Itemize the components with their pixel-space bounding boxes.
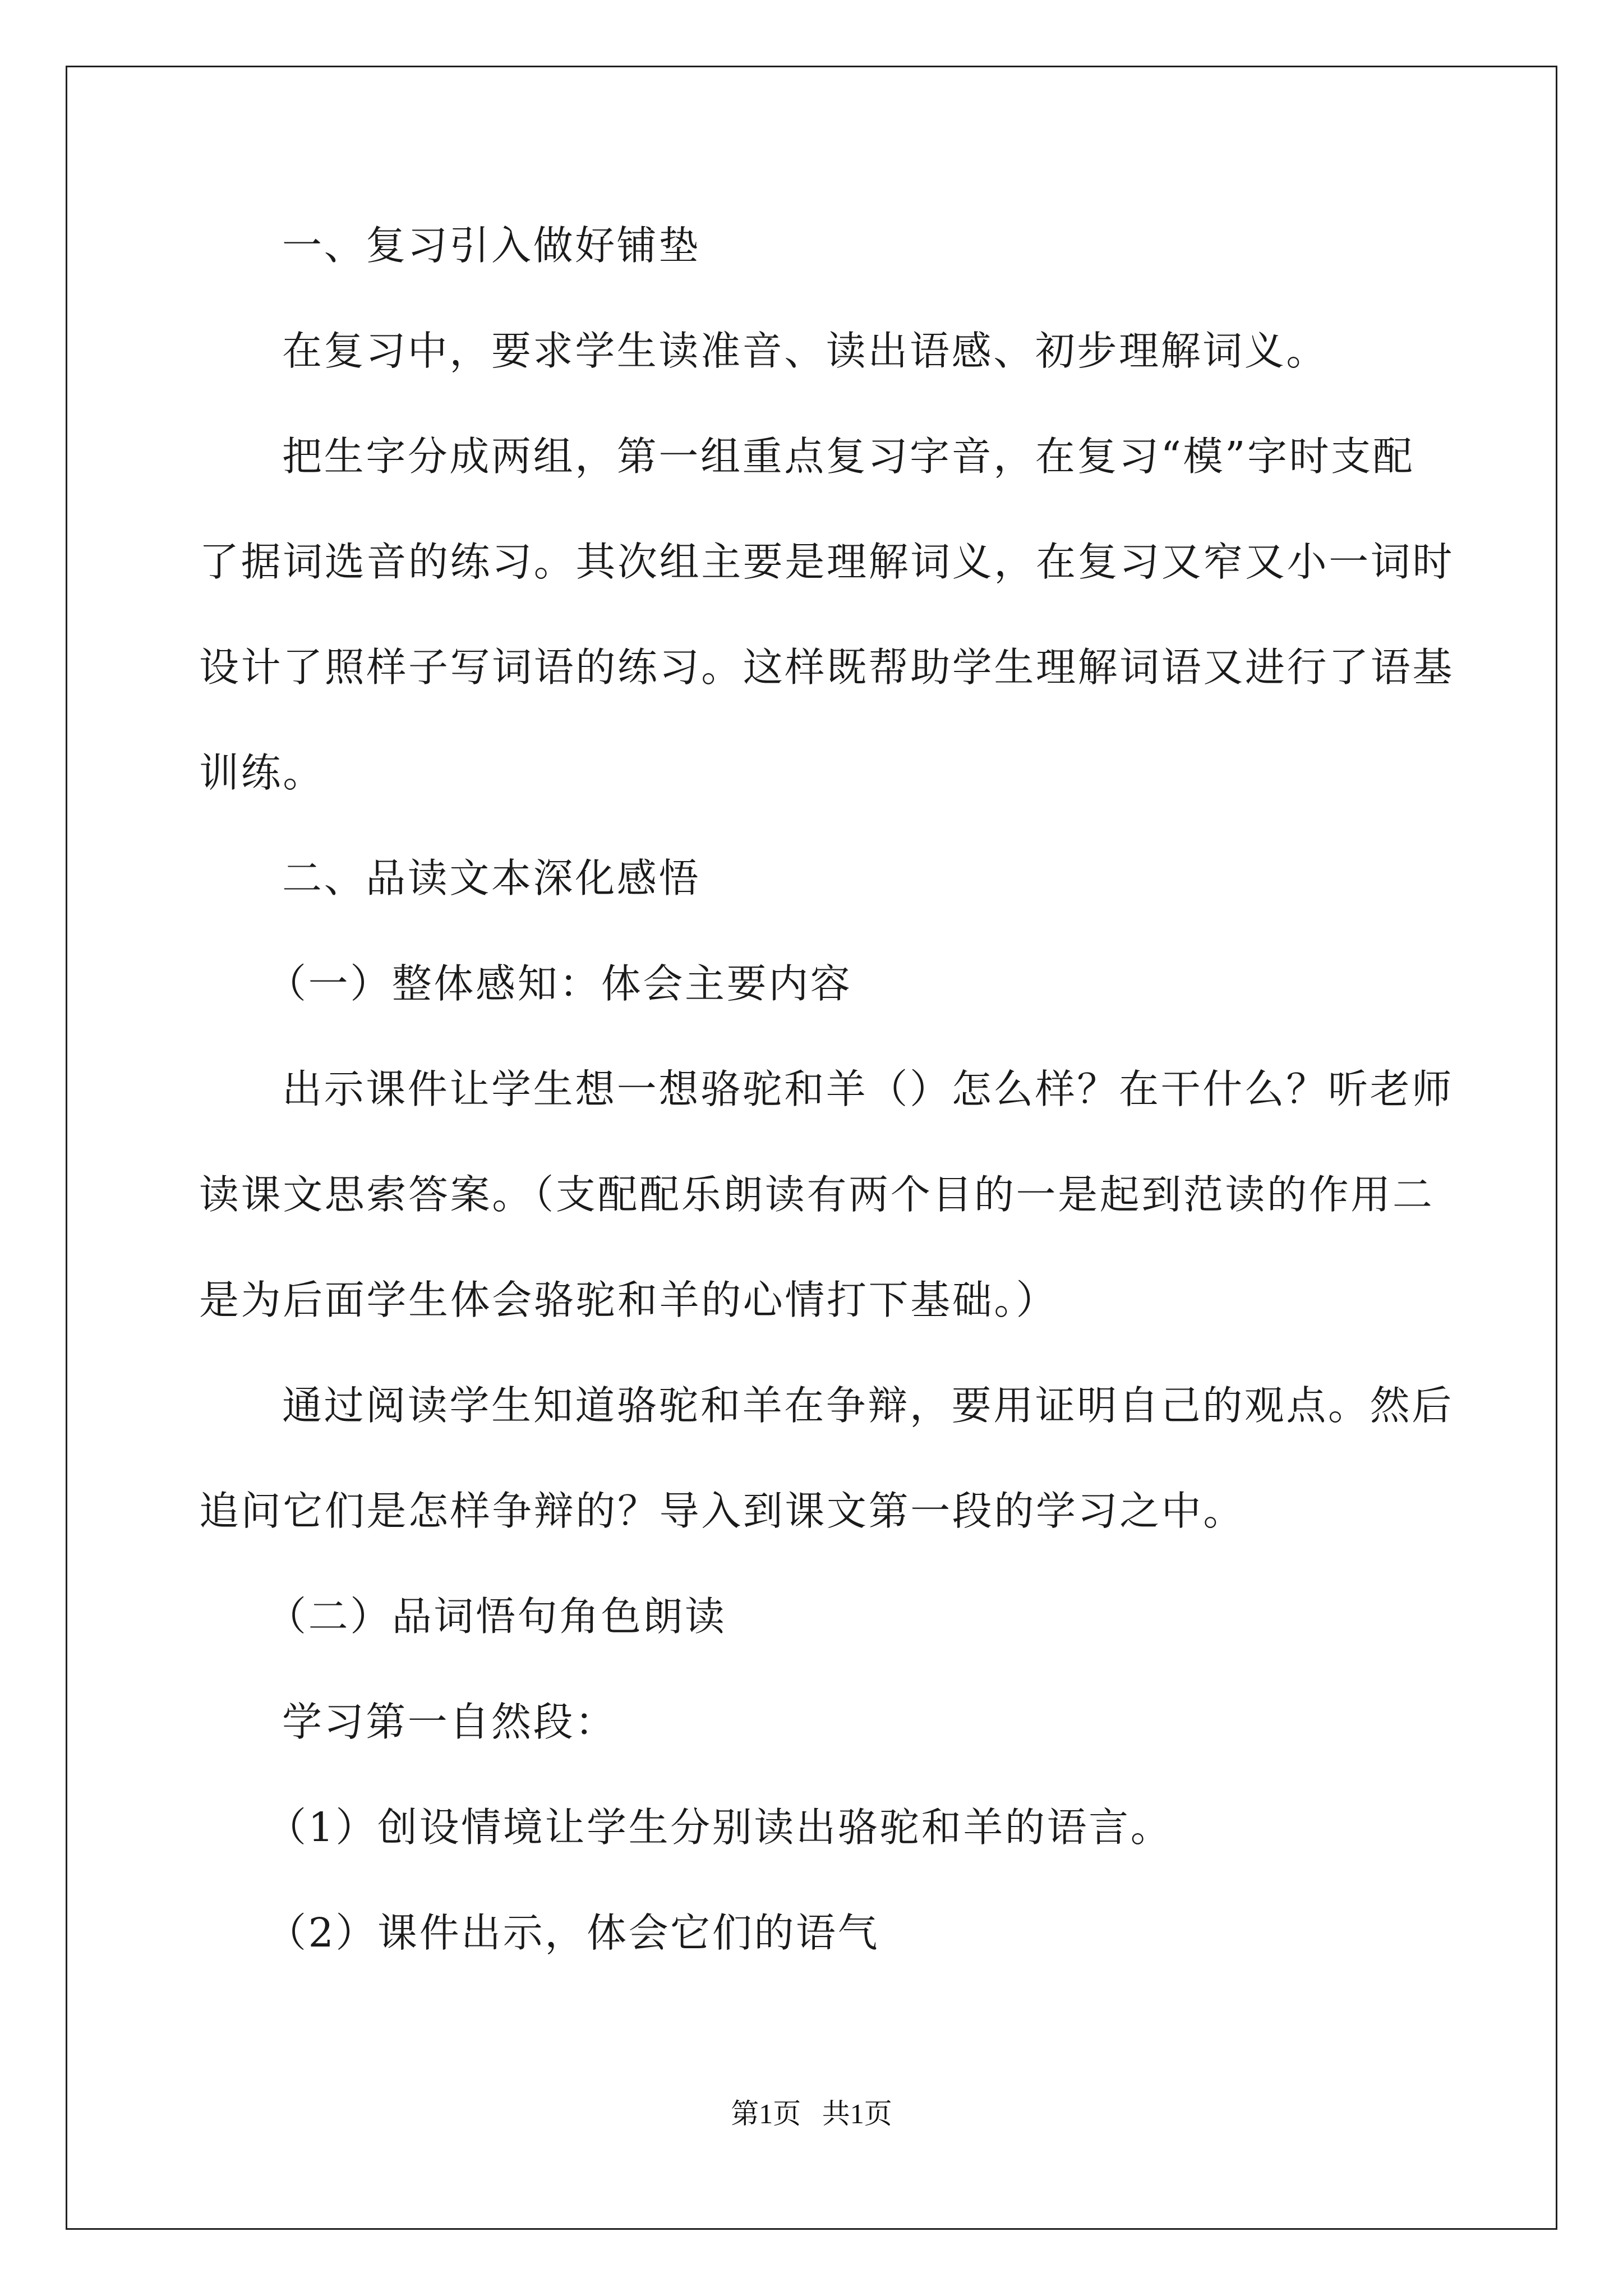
paragraph-line: 设计了照样子写词语的练习。这样既帮助学生理解词语又进行了语基	[199, 644, 1455, 691]
paragraph-line: 学习第一自然段：	[282, 1699, 617, 1745]
document-body	[199, 219, 1455, 1960]
page-total: 共1页	[822, 2098, 892, 2129]
page-footer	[0, 2097, 1623, 2131]
page-number: 第1页	[731, 2098, 801, 2129]
paragraph-line: 了据词选音的练习。其次组主要是理解词义，在复习又窄又小一词时	[199, 539, 1455, 585]
list-item: （1）创设情境让学生分别读出骆驼和羊的语言。	[266, 1804, 1173, 1851]
paragraph-line: 在复习中，要求学生读准音、读出语感、初步理解词义。	[282, 328, 1329, 374]
paragraph-line: 通过阅读学生知道骆驼和羊在争辩，要用证明自己的观点。然后	[282, 1382, 1454, 1429]
list-item: （2）课件出示，体会它们的语气	[266, 1910, 880, 1956]
heading-review: 一、复习引入做好铺垫	[282, 222, 701, 269]
paragraph-line: 是为后面学生体会骆驼和羊的心情打下基础。）	[199, 1277, 1058, 1323]
paragraph-line: 追问它们是怎样争辩的？导入到课文第一段的学习之中。	[199, 1488, 1246, 1534]
paragraph-line: 把生字分成两组，第一组重点复习字音，在复习“模”字时支配	[282, 433, 1415, 480]
paragraph-line: 读课文思索答案。（支配配乐朗读有两个目的一是起到范读的作用二	[199, 1171, 1435, 1218]
heading-reading: 二、品读文本深化感悟	[282, 855, 701, 901]
paragraph-line: 出示课件让学生想一想骆驼和羊（）怎么样？在干什么？听老师	[282, 1066, 1454, 1112]
subheading-words: （二）品词悟句角色朗读	[266, 1593, 727, 1640]
subheading-overall: （一）整体感知：体会主要内容	[266, 960, 852, 1007]
paragraph-line: 训练。	[199, 749, 325, 796]
